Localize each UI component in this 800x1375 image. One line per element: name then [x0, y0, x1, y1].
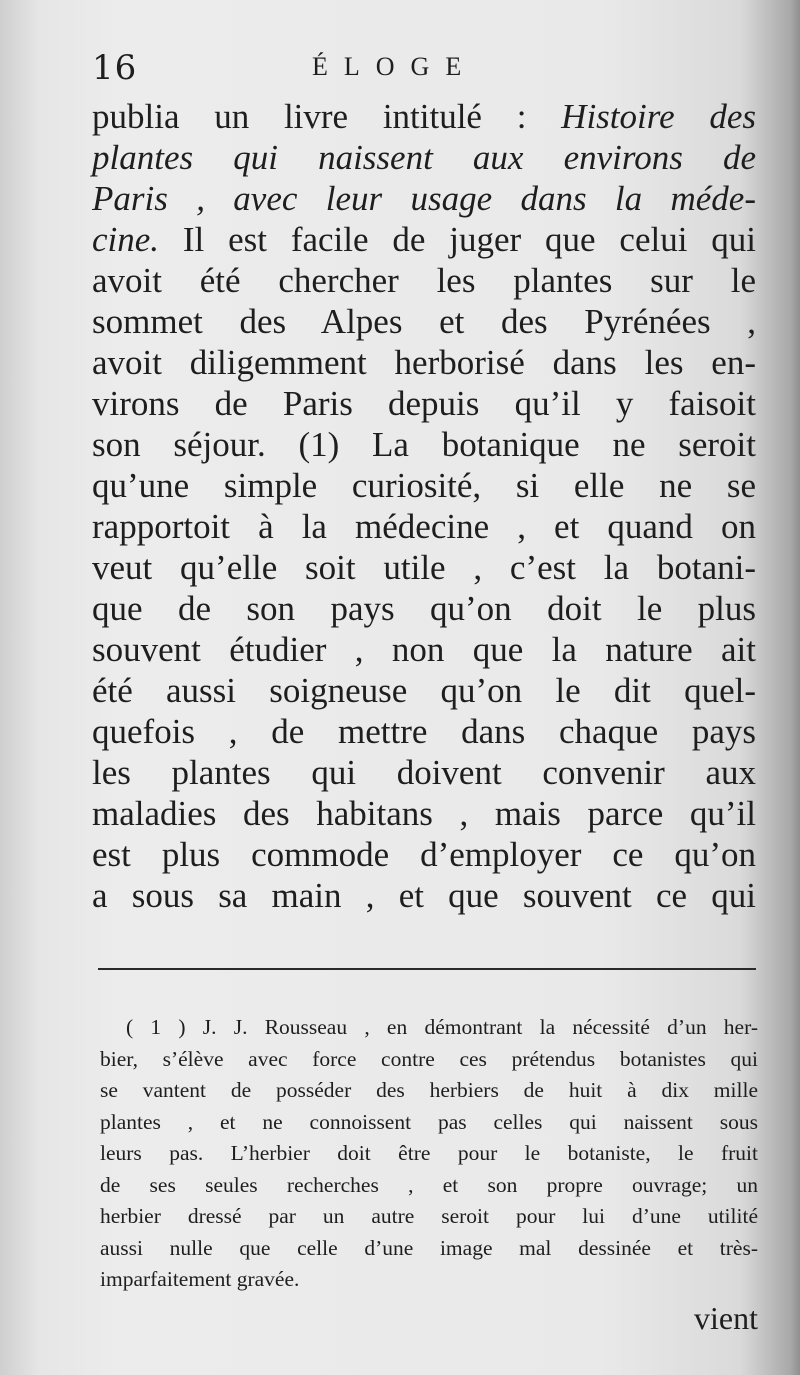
text-segment: maladies des habitans , mais parce qu’il [92, 794, 756, 833]
text-segment: Il est facile de juger que celui qui [159, 220, 756, 259]
footnote-line: imparfaitement gravée. [100, 1267, 300, 1291]
footnote-line: de ses seules recherches , et son propre ouvrage; un [100, 1172, 758, 1197]
text-line [92, 137, 756, 178]
footnote-line: se vantent de posséder des herbiers de huit à dix mille [100, 1078, 758, 1102]
text-line [92, 301, 756, 342]
text-line [92, 629, 756, 670]
text-segment: virons de Paris depuis qu’il y faisoit [92, 384, 756, 423]
text-segment: veut qu’elle soit utile , c’est la botani- [92, 548, 756, 587]
italic-text: Histoire des [561, 97, 756, 136]
text-line [92, 260, 756, 301]
footnote-line: ( 1 ) J. J. Rousseau , en démontrant la nécessité d’un her- [126, 1015, 758, 1039]
text-line [92, 670, 756, 711]
text-segment: avoit diligemment herborisé dans les en- [92, 343, 756, 382]
text-segment: rapportoit à la médecine , et quand on [92, 507, 756, 546]
main-text [92, 96, 756, 916]
italic-text: Paris , avec leur usage dans la méde- [92, 179, 756, 218]
text-segment: a sous sa main , et que souvent ce qui [92, 876, 756, 915]
page-header [92, 48, 752, 92]
catchword: vient [694, 1300, 758, 1336]
footnote-line: aussi nulle que celle d’une image mal dessinée et très- [100, 1235, 758, 1260]
text-segment: que de son pays qu’on doit le plus [92, 589, 756, 628]
footnote-line: herbier dressé par un autre seroit pour lui d’une utilité [100, 1204, 758, 1228]
text-line [92, 219, 756, 260]
text-line [92, 752, 756, 793]
footnote [100, 1012, 758, 1296]
footnote-line: plantes , et ne connoissent pas celles qui naissent sous [100, 1109, 758, 1134]
footnote-rule [98, 968, 756, 970]
text-segment: sommet des Alpes et des Pyrénées , [92, 302, 756, 341]
text-line [92, 711, 756, 752]
text-segment: les plantes qui doivent convenir aux [92, 753, 756, 792]
text-line [92, 875, 756, 916]
text-line [92, 506, 756, 547]
italic-text: cine. [92, 220, 160, 259]
text-line [92, 96, 756, 137]
text-line [92, 588, 756, 629]
footnote-line: bier, s’élève avec force contre ces prétendus botanistes qui [100, 1046, 758, 1071]
italic-text: plantes qui naissent aux environs de [92, 138, 756, 177]
text-line [92, 793, 756, 834]
text-line [92, 383, 756, 424]
text-segment: été aussi soigneuse qu’on le dit quel- [92, 671, 756, 710]
footnote-line: leurs pas. L’herbier doit être pour le botaniste, le fruit [100, 1141, 758, 1165]
running-title: ÉLOGE [312, 52, 478, 81]
page-number: 16 [92, 48, 138, 88]
text-segment: quefois , de mettre dans chaque pays [92, 712, 756, 751]
text-segment: son séjour. (1) La botanique ne seroit [92, 425, 756, 464]
text-segment: avoit été chercher les plantes sur le [92, 261, 756, 300]
text-line [92, 465, 756, 506]
text-line [92, 547, 756, 588]
text-segment: souvent étudier , non que la nature ait [92, 630, 756, 669]
text-line [92, 342, 756, 383]
text-line [92, 834, 756, 875]
text-line [92, 424, 756, 465]
text-segment: qu’une simple curiosité, si elle ne se [92, 466, 756, 505]
text-line [92, 178, 756, 219]
text-segment: publia un livre intitulé : [92, 97, 562, 136]
text-segment: est plus commode d’employer ce qu’on [92, 835, 756, 874]
